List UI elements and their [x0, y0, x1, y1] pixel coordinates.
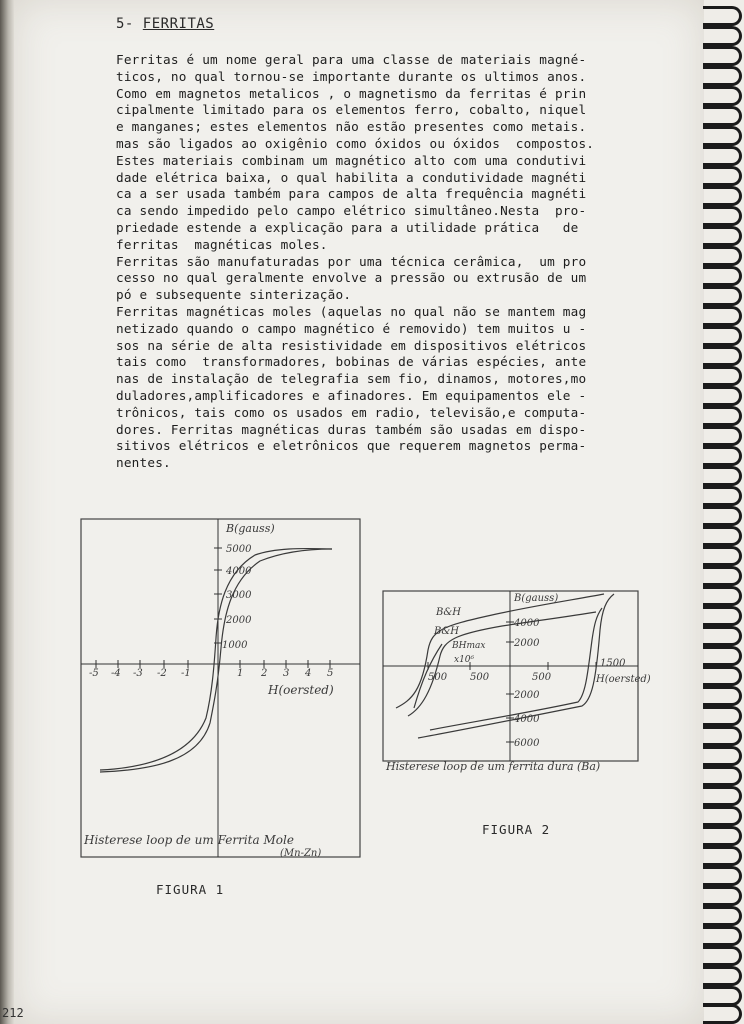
text-line: Ferritas é um nome geral para uma classe de materiais magné-: [116, 52, 587, 67]
figure2-y-tick: 2000: [514, 638, 540, 649]
figure1-x-label: H(oersted): [268, 683, 334, 697]
text-line: dores. Ferritas magnéticas duras também são usadas em dispo-: [116, 421, 587, 437]
text-line: sos na série de alta resistividade em dispositivos elétricos: [116, 337, 587, 353]
figure1-hysteresis-plot: [80, 518, 362, 860]
figure1-handwritten-title: Histerese loop de um Ferrita Mole: [84, 833, 294, 847]
text-line: duladores,amplificadores e afinadores. Em equipamentos ele -: [116, 387, 587, 403]
figure1-x-tick: -4: [111, 668, 121, 679]
figure1-y-tick: 5000: [226, 544, 252, 555]
figure2-x-label: H(oersted): [596, 674, 651, 685]
page-edge-shadow: [0, 0, 14, 1024]
figure1-material: (Mn-Zn): [280, 848, 322, 859]
text-line: cesso no qual geralmente envolve a pressão ou extrusão de um: [116, 270, 587, 286]
figure2-x-tick: 1500: [600, 658, 626, 669]
figure1-y-tick: 3000: [226, 590, 252, 601]
figure1-x-tick: -5: [89, 668, 99, 679]
text-line: ca a ser usada também para campos de alta frequência magnéti: [116, 186, 587, 202]
text-line: priedade estende a explicação para a utilidade prática de: [116, 219, 579, 235]
text-line: Estes materiais combinam um magnético alto com uma condutivi: [116, 152, 587, 168]
figure2-y-label: B(gauss): [514, 593, 559, 604]
figure1-curve-upper: [100, 549, 332, 770]
figure2-y-tick: 6000: [514, 738, 540, 749]
section-heading: [116, 16, 214, 32]
text-line: dade elétrica baixa, o qual habilita a condutividade magnéti: [116, 169, 587, 185]
figure1-y-tick: 2000: [226, 615, 252, 626]
figure2-curve-outer-upper: [396, 594, 604, 708]
text-line: e manganes; estes elementos não estão presentes como metais.: [116, 119, 587, 135]
figure2-y-tick: 4000: [514, 618, 540, 629]
text-line: mas são ligados ao oxigênio como óxidos ou óxidos compostos.: [116, 135, 595, 151]
figure1-x-tick: 5: [327, 668, 334, 679]
figure2-x-tick: 500: [470, 672, 490, 683]
figure1-caption: FIGURA 1: [156, 882, 225, 897]
text-line: ticos, no qual tornou-se importante durante os ultimos anos.: [116, 68, 587, 84]
figure2-y-tick: 4000: [514, 714, 540, 725]
figure1-y-label: B(gauss): [226, 522, 275, 535]
figure1-x-tick: 2: [261, 668, 268, 679]
figure1-y-tick: 1000: [222, 640, 248, 651]
text-line: nas de instalação de telegrafia sem fio, dinamos, motores,mo: [116, 371, 587, 387]
figure2-curve-label: B&H: [434, 626, 459, 637]
text-line: cipalmente limitado para os elementos ferro, cobalto, niquel: [116, 102, 587, 118]
figure2-hysteresis-plot: [382, 590, 651, 773]
figure2-curve-label: B&H: [436, 607, 461, 618]
text-line: pó e subsequente sinterização.: [116, 287, 352, 303]
body-text: [116, 52, 668, 472]
text-line: Ferritas são manufaturadas por uma técnica cerâmica, um pro: [116, 253, 587, 269]
text-line: ca sendo impedido pelo campo elétrico simultâneo.Nesta pro-: [116, 203, 587, 219]
section-number: 5-: [116, 16, 134, 32]
text-line: Como em magnetos metalicos , o magnetismo da ferritas é prin: [116, 85, 587, 101]
text-line: ferritas magnéticas moles.: [116, 236, 328, 252]
page-number: 212: [2, 1006, 24, 1020]
figure2-handwritten-title: Histerese loop de um ferrita dura (Ba): [386, 760, 601, 773]
figure2-caption: FIGURA 2: [482, 822, 551, 837]
figure1-x-tick: -2: [157, 668, 167, 679]
figure1-curve-lower: [100, 549, 332, 772]
section-title: FERRITAS: [142, 16, 215, 32]
text-line: sitivos elétricos e eletrônicos que requerem magnetos perma-: [116, 438, 587, 454]
text-line: nentes.: [116, 455, 171, 471]
text-line: trônicos, tais como os usados em radio, televisão,e computa-: [116, 404, 587, 420]
figure2-curve-label: BHmax: [452, 641, 486, 651]
figure1-x-tick: 4: [305, 668, 312, 679]
figure1-y-tick: 4000: [226, 566, 252, 577]
figure1-x-tick: -3: [133, 668, 143, 679]
text-line: Ferritas magnéticas moles (aquelas no qual não se mantem mag: [116, 303, 587, 319]
text-line: netizado quando o campo magnético é removido) tem muitos u -: [116, 320, 587, 336]
figure2-curve-label: x10⁶: [454, 655, 475, 665]
figure1-x-tick: -1: [181, 668, 191, 679]
figure1-x-tick: 3: [283, 668, 290, 679]
figure2-x-tick: 500: [428, 672, 448, 683]
figure1-x-tick: 1: [237, 668, 244, 679]
figure2-x-tick: 500: [532, 672, 552, 683]
text-line: tais como transformadores, bobinas de várias espécies, ante: [116, 354, 587, 370]
figure2-y-tick: 2000: [514, 690, 540, 701]
spiral-binding: [704, 0, 744, 1024]
